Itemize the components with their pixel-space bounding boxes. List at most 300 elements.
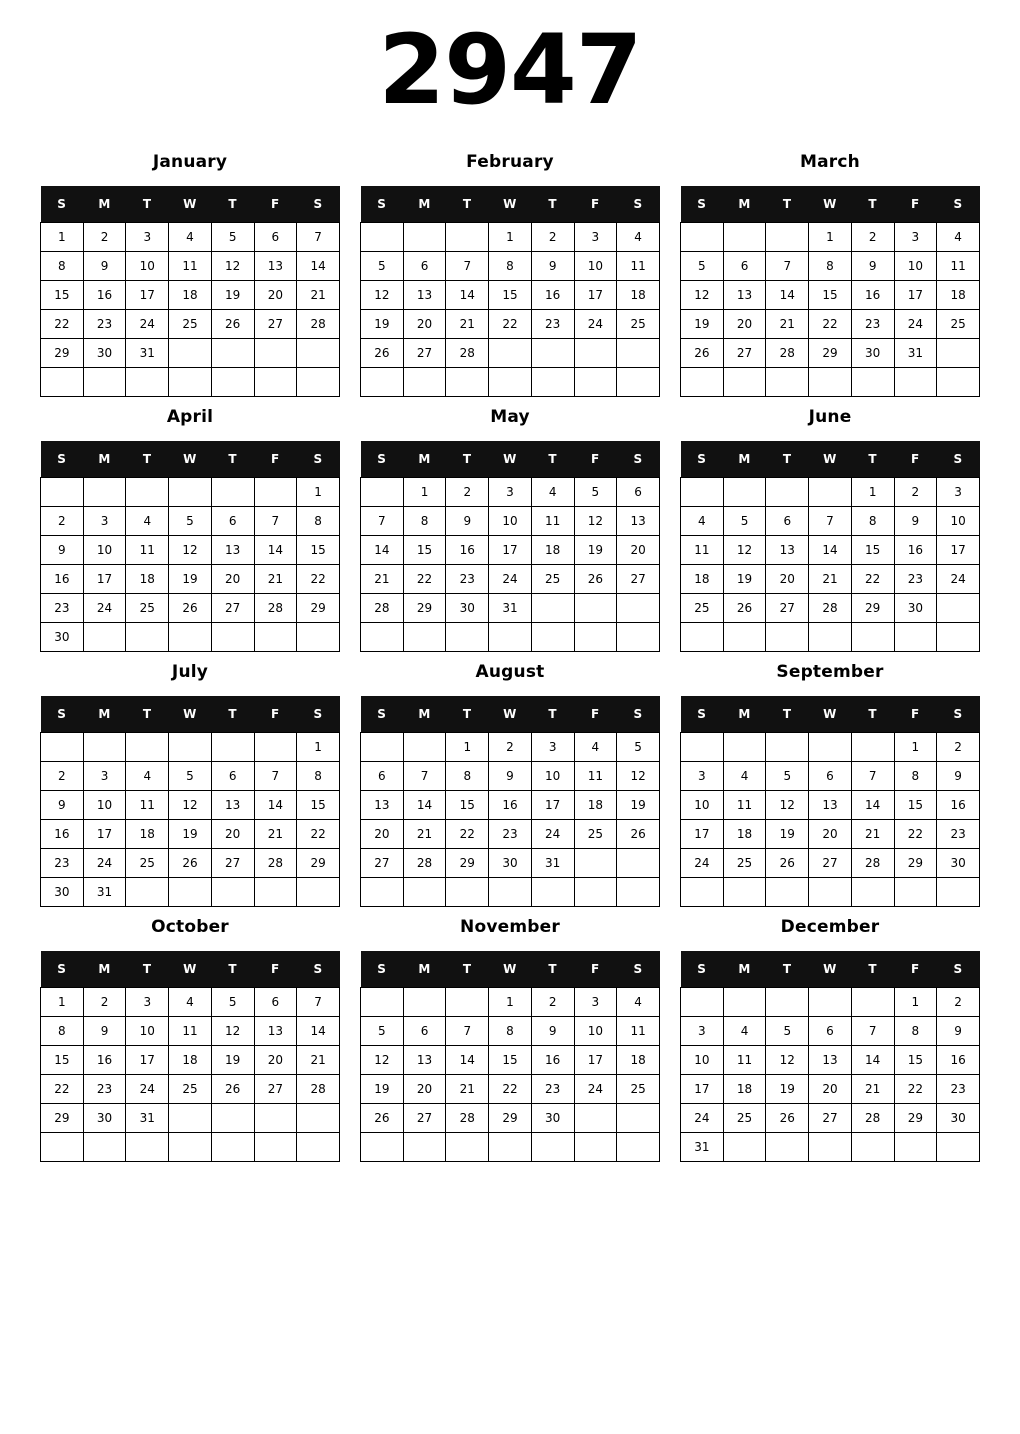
day-cell[interactable]: 28	[297, 310, 340, 339]
day-cell[interactable]: 11	[574, 762, 617, 791]
day-cell[interactable]: 31	[531, 849, 574, 878]
day-cell[interactable]: 12	[211, 1017, 254, 1046]
day-cell[interactable]: 11	[681, 536, 724, 565]
day-cell[interactable]: 15	[894, 791, 937, 820]
day-cell[interactable]: 24	[489, 565, 532, 594]
day-cell[interactable]: 4	[937, 223, 980, 252]
day-cell[interactable]: 13	[766, 536, 809, 565]
day-cell[interactable]: 22	[851, 565, 894, 594]
day-cell[interactable]: 13	[254, 1017, 297, 1046]
day-cell[interactable]: 27	[617, 565, 660, 594]
day-cell[interactable]: 14	[851, 791, 894, 820]
day-cell[interactable]: 1	[851, 478, 894, 507]
day-cell[interactable]: 20	[403, 310, 446, 339]
day-cell[interactable]: 9	[937, 762, 980, 791]
day-cell[interactable]: 10	[681, 1046, 724, 1075]
day-cell[interactable]: 6	[809, 1017, 852, 1046]
day-cell[interactable]: 28	[254, 849, 297, 878]
day-cell[interactable]: 6	[617, 478, 660, 507]
day-cell[interactable]: 31	[126, 339, 169, 368]
day-cell[interactable]: 18	[169, 1046, 212, 1075]
day-cell[interactable]: 23	[41, 594, 84, 623]
day-cell[interactable]: 8	[446, 762, 489, 791]
day-cell[interactable]: 10	[531, 762, 574, 791]
day-cell[interactable]: 18	[723, 820, 766, 849]
day-cell[interactable]: 7	[403, 762, 446, 791]
day-cell[interactable]: 17	[574, 1046, 617, 1075]
day-cell[interactable]: 4	[574, 733, 617, 762]
day-cell[interactable]: 10	[894, 252, 937, 281]
day-cell[interactable]: 2	[937, 733, 980, 762]
day-cell[interactable]: 12	[766, 1046, 809, 1075]
day-cell[interactable]: 10	[83, 536, 126, 565]
day-cell[interactable]: 24	[126, 1075, 169, 1104]
day-cell[interactable]: 4	[723, 1017, 766, 1046]
day-cell[interactable]: 16	[937, 1046, 980, 1075]
day-cell[interactable]: 31	[126, 1104, 169, 1133]
day-cell[interactable]: 5	[681, 252, 724, 281]
day-cell[interactable]: 31	[894, 339, 937, 368]
day-cell[interactable]: 14	[361, 536, 404, 565]
day-cell[interactable]: 19	[169, 820, 212, 849]
day-cell[interactable]: 1	[446, 733, 489, 762]
day-cell[interactable]: 14	[403, 791, 446, 820]
day-cell[interactable]: 23	[937, 820, 980, 849]
day-cell[interactable]: 29	[851, 594, 894, 623]
day-cell[interactable]: 26	[169, 849, 212, 878]
day-cell[interactable]: 11	[617, 1017, 660, 1046]
day-cell[interactable]: 26	[681, 339, 724, 368]
day-cell[interactable]: 13	[254, 252, 297, 281]
day-cell[interactable]: 18	[617, 1046, 660, 1075]
day-cell[interactable]: 10	[681, 791, 724, 820]
day-cell[interactable]: 4	[126, 507, 169, 536]
day-cell[interactable]: 30	[894, 594, 937, 623]
day-cell[interactable]: 6	[723, 252, 766, 281]
day-cell[interactable]: 1	[41, 988, 84, 1017]
day-cell[interactable]: 28	[361, 594, 404, 623]
day-cell[interactable]: 31	[681, 1133, 724, 1162]
day-cell[interactable]: 9	[41, 536, 84, 565]
day-cell[interactable]: 10	[126, 252, 169, 281]
day-cell[interactable]: 3	[681, 1017, 724, 1046]
day-cell[interactable]: 9	[851, 252, 894, 281]
day-cell[interactable]: 10	[574, 1017, 617, 1046]
day-cell[interactable]: 6	[403, 252, 446, 281]
day-cell[interactable]: 6	[361, 762, 404, 791]
day-cell[interactable]: 10	[126, 1017, 169, 1046]
day-cell[interactable]: 24	[83, 594, 126, 623]
day-cell[interactable]: 1	[403, 478, 446, 507]
day-cell[interactable]: 24	[937, 565, 980, 594]
day-cell[interactable]: 20	[403, 1075, 446, 1104]
day-cell[interactable]: 11	[723, 1046, 766, 1075]
day-cell[interactable]: 2	[851, 223, 894, 252]
day-cell[interactable]: 25	[126, 594, 169, 623]
day-cell[interactable]: 4	[169, 988, 212, 1017]
day-cell[interactable]: 18	[574, 791, 617, 820]
day-cell[interactable]: 9	[83, 1017, 126, 1046]
day-cell[interactable]: 26	[766, 1104, 809, 1133]
day-cell[interactable]: 7	[254, 507, 297, 536]
day-cell[interactable]: 23	[83, 310, 126, 339]
day-cell[interactable]: 8	[403, 507, 446, 536]
day-cell[interactable]: 30	[83, 339, 126, 368]
day-cell[interactable]: 9	[446, 507, 489, 536]
day-cell[interactable]: 27	[403, 1104, 446, 1133]
day-cell[interactable]: 8	[489, 1017, 532, 1046]
day-cell[interactable]: 2	[41, 507, 84, 536]
day-cell[interactable]: 11	[169, 1017, 212, 1046]
day-cell[interactable]: 20	[617, 536, 660, 565]
day-cell[interactable]: 23	[894, 565, 937, 594]
day-cell[interactable]: 19	[766, 1075, 809, 1104]
day-cell[interactable]: 6	[254, 988, 297, 1017]
day-cell[interactable]: 13	[403, 1046, 446, 1075]
day-cell[interactable]: 3	[126, 223, 169, 252]
day-cell[interactable]: 3	[894, 223, 937, 252]
day-cell[interactable]: 27	[403, 339, 446, 368]
day-cell[interactable]: 18	[169, 281, 212, 310]
day-cell[interactable]: 4	[531, 478, 574, 507]
day-cell[interactable]: 19	[766, 820, 809, 849]
day-cell[interactable]: 24	[574, 1075, 617, 1104]
day-cell[interactable]: 26	[723, 594, 766, 623]
day-cell[interactable]: 15	[894, 1046, 937, 1075]
day-cell[interactable]: 27	[723, 339, 766, 368]
day-cell[interactable]: 26	[361, 339, 404, 368]
day-cell[interactable]: 2	[531, 988, 574, 1017]
day-cell[interactable]: 7	[766, 252, 809, 281]
day-cell[interactable]: 20	[361, 820, 404, 849]
day-cell[interactable]: 21	[809, 565, 852, 594]
day-cell[interactable]: 15	[41, 281, 84, 310]
day-cell[interactable]: 2	[41, 762, 84, 791]
day-cell[interactable]: 17	[937, 536, 980, 565]
day-cell[interactable]: 1	[489, 988, 532, 1017]
day-cell[interactable]: 30	[41, 623, 84, 652]
day-cell[interactable]: 24	[681, 1104, 724, 1133]
day-cell[interactable]: 27	[211, 594, 254, 623]
day-cell[interactable]: 14	[446, 1046, 489, 1075]
day-cell[interactable]: 9	[894, 507, 937, 536]
day-cell[interactable]: 6	[211, 507, 254, 536]
day-cell[interactable]: 9	[489, 762, 532, 791]
day-cell[interactable]: 6	[211, 762, 254, 791]
day-cell[interactable]: 7	[851, 762, 894, 791]
day-cell[interactable]: 15	[489, 281, 532, 310]
day-cell[interactable]: 26	[361, 1104, 404, 1133]
day-cell[interactable]: 23	[937, 1075, 980, 1104]
day-cell[interactable]: 16	[531, 281, 574, 310]
day-cell[interactable]: 10	[937, 507, 980, 536]
day-cell[interactable]: 24	[894, 310, 937, 339]
day-cell[interactable]: 12	[169, 536, 212, 565]
day-cell[interactable]: 12	[169, 791, 212, 820]
day-cell[interactable]: 12	[681, 281, 724, 310]
day-cell[interactable]: 28	[403, 849, 446, 878]
day-cell[interactable]: 23	[531, 1075, 574, 1104]
day-cell[interactable]: 14	[297, 252, 340, 281]
day-cell[interactable]: 27	[809, 1104, 852, 1133]
day-cell[interactable]: 1	[297, 733, 340, 762]
day-cell[interactable]: 24	[574, 310, 617, 339]
day-cell[interactable]: 17	[83, 820, 126, 849]
day-cell[interactable]: 25	[169, 310, 212, 339]
day-cell[interactable]: 21	[297, 1046, 340, 1075]
day-cell[interactable]: 9	[83, 252, 126, 281]
day-cell[interactable]: 29	[489, 1104, 532, 1133]
day-cell[interactable]: 25	[617, 310, 660, 339]
day-cell[interactable]: 4	[617, 988, 660, 1017]
day-cell[interactable]: 13	[403, 281, 446, 310]
day-cell[interactable]: 16	[851, 281, 894, 310]
day-cell[interactable]: 15	[851, 536, 894, 565]
day-cell[interactable]: 11	[937, 252, 980, 281]
day-cell[interactable]: 23	[41, 849, 84, 878]
day-cell[interactable]: 20	[211, 565, 254, 594]
day-cell[interactable]: 7	[297, 223, 340, 252]
day-cell[interactable]: 29	[297, 849, 340, 878]
day-cell[interactable]: 9	[531, 1017, 574, 1046]
day-cell[interactable]: 27	[766, 594, 809, 623]
day-cell[interactable]: 12	[361, 1046, 404, 1075]
day-cell[interactable]: 21	[851, 820, 894, 849]
day-cell[interactable]: 3	[574, 988, 617, 1017]
day-cell[interactable]: 23	[531, 310, 574, 339]
day-cell[interactable]: 22	[403, 565, 446, 594]
day-cell[interactable]: 5	[211, 223, 254, 252]
day-cell[interactable]: 13	[361, 791, 404, 820]
day-cell[interactable]: 25	[723, 1104, 766, 1133]
day-cell[interactable]: 22	[894, 1075, 937, 1104]
day-cell[interactable]: 30	[83, 1104, 126, 1133]
day-cell[interactable]: 4	[681, 507, 724, 536]
day-cell[interactable]: 28	[446, 1104, 489, 1133]
day-cell[interactable]: 7	[297, 988, 340, 1017]
day-cell[interactable]: 8	[894, 1017, 937, 1046]
day-cell[interactable]: 19	[211, 1046, 254, 1075]
day-cell[interactable]: 29	[41, 1104, 84, 1133]
day-cell[interactable]: 28	[809, 594, 852, 623]
day-cell[interactable]: 7	[254, 762, 297, 791]
day-cell[interactable]: 8	[41, 252, 84, 281]
day-cell[interactable]: 6	[254, 223, 297, 252]
day-cell[interactable]: 30	[41, 878, 84, 907]
day-cell[interactable]: 7	[446, 252, 489, 281]
day-cell[interactable]: 12	[574, 507, 617, 536]
day-cell[interactable]: 8	[41, 1017, 84, 1046]
day-cell[interactable]: 19	[723, 565, 766, 594]
day-cell[interactable]: 29	[446, 849, 489, 878]
day-cell[interactable]: 12	[617, 762, 660, 791]
day-cell[interactable]: 26	[211, 310, 254, 339]
day-cell[interactable]: 12	[723, 536, 766, 565]
day-cell[interactable]: 22	[809, 310, 852, 339]
day-cell[interactable]: 22	[489, 1075, 532, 1104]
day-cell[interactable]: 19	[361, 310, 404, 339]
day-cell[interactable]: 2	[83, 988, 126, 1017]
day-cell[interactable]: 12	[211, 252, 254, 281]
day-cell[interactable]: 9	[531, 252, 574, 281]
day-cell[interactable]: 3	[489, 478, 532, 507]
day-cell[interactable]: 27	[361, 849, 404, 878]
day-cell[interactable]: 2	[83, 223, 126, 252]
day-cell[interactable]: 6	[809, 762, 852, 791]
day-cell[interactable]: 26	[574, 565, 617, 594]
day-cell[interactable]: 10	[574, 252, 617, 281]
day-cell[interactable]: 17	[126, 1046, 169, 1075]
day-cell[interactable]: 13	[723, 281, 766, 310]
day-cell[interactable]: 11	[531, 507, 574, 536]
day-cell[interactable]: 25	[169, 1075, 212, 1104]
day-cell[interactable]: 21	[254, 565, 297, 594]
day-cell[interactable]: 29	[297, 594, 340, 623]
day-cell[interactable]: 4	[723, 762, 766, 791]
day-cell[interactable]: 25	[937, 310, 980, 339]
day-cell[interactable]: 11	[723, 791, 766, 820]
day-cell[interactable]: 14	[809, 536, 852, 565]
day-cell[interactable]: 25	[531, 565, 574, 594]
day-cell[interactable]: 27	[254, 1075, 297, 1104]
day-cell[interactable]: 6	[403, 1017, 446, 1046]
day-cell[interactable]: 21	[297, 281, 340, 310]
day-cell[interactable]: 22	[894, 820, 937, 849]
day-cell[interactable]: 29	[41, 339, 84, 368]
day-cell[interactable]: 23	[851, 310, 894, 339]
day-cell[interactable]: 3	[574, 223, 617, 252]
day-cell[interactable]: 25	[126, 849, 169, 878]
day-cell[interactable]: 15	[297, 791, 340, 820]
day-cell[interactable]: 4	[126, 762, 169, 791]
day-cell[interactable]: 22	[41, 310, 84, 339]
day-cell[interactable]: 25	[681, 594, 724, 623]
day-cell[interactable]: 18	[126, 820, 169, 849]
day-cell[interactable]: 18	[531, 536, 574, 565]
day-cell[interactable]: 3	[937, 478, 980, 507]
day-cell[interactable]: 20	[254, 1046, 297, 1075]
day-cell[interactable]: 28	[446, 339, 489, 368]
day-cell[interactable]: 8	[297, 507, 340, 536]
day-cell[interactable]: 22	[489, 310, 532, 339]
day-cell[interactable]: 5	[617, 733, 660, 762]
day-cell[interactable]: 19	[574, 536, 617, 565]
day-cell[interactable]: 2	[894, 478, 937, 507]
day-cell[interactable]: 18	[126, 565, 169, 594]
day-cell[interactable]: 22	[297, 820, 340, 849]
day-cell[interactable]: 9	[937, 1017, 980, 1046]
day-cell[interactable]: 26	[766, 849, 809, 878]
day-cell[interactable]: 22	[41, 1075, 84, 1104]
day-cell[interactable]: 26	[211, 1075, 254, 1104]
day-cell[interactable]: 30	[851, 339, 894, 368]
day-cell[interactable]: 1	[894, 733, 937, 762]
day-cell[interactable]: 17	[681, 1075, 724, 1104]
day-cell[interactable]: 19	[361, 1075, 404, 1104]
day-cell[interactable]: 7	[446, 1017, 489, 1046]
day-cell[interactable]: 2	[937, 988, 980, 1017]
day-cell[interactable]: 17	[681, 820, 724, 849]
day-cell[interactable]: 24	[531, 820, 574, 849]
day-cell[interactable]: 18	[937, 281, 980, 310]
day-cell[interactable]: 18	[723, 1075, 766, 1104]
day-cell[interactable]: 5	[169, 762, 212, 791]
day-cell[interactable]: 5	[574, 478, 617, 507]
day-cell[interactable]: 28	[851, 1104, 894, 1133]
day-cell[interactable]: 15	[446, 791, 489, 820]
day-cell[interactable]: 30	[446, 594, 489, 623]
day-cell[interactable]: 19	[681, 310, 724, 339]
day-cell[interactable]: 25	[723, 849, 766, 878]
day-cell[interactable]: 22	[446, 820, 489, 849]
day-cell[interactable]: 13	[809, 791, 852, 820]
day-cell[interactable]: 18	[681, 565, 724, 594]
day-cell[interactable]: 5	[169, 507, 212, 536]
day-cell[interactable]: 19	[169, 565, 212, 594]
day-cell[interactable]: 13	[809, 1046, 852, 1075]
day-cell[interactable]: 31	[83, 878, 126, 907]
day-cell[interactable]: 21	[766, 310, 809, 339]
day-cell[interactable]: 24	[126, 310, 169, 339]
day-cell[interactable]: 3	[83, 507, 126, 536]
day-cell[interactable]: 20	[211, 820, 254, 849]
day-cell[interactable]: 10	[83, 791, 126, 820]
day-cell[interactable]: 11	[169, 252, 212, 281]
day-cell[interactable]: 14	[766, 281, 809, 310]
day-cell[interactable]: 3	[531, 733, 574, 762]
day-cell[interactable]: 16	[83, 281, 126, 310]
day-cell[interactable]: 19	[211, 281, 254, 310]
day-cell[interactable]: 16	[489, 791, 532, 820]
day-cell[interactable]: 5	[766, 1017, 809, 1046]
day-cell[interactable]: 8	[851, 507, 894, 536]
day-cell[interactable]: 16	[937, 791, 980, 820]
day-cell[interactable]: 18	[617, 281, 660, 310]
day-cell[interactable]: 8	[489, 252, 532, 281]
day-cell[interactable]: 15	[297, 536, 340, 565]
day-cell[interactable]: 3	[83, 762, 126, 791]
day-cell[interactable]: 7	[361, 507, 404, 536]
day-cell[interactable]: 5	[361, 1017, 404, 1046]
day-cell[interactable]: 13	[211, 536, 254, 565]
day-cell[interactable]: 29	[894, 849, 937, 878]
day-cell[interactable]: 21	[446, 310, 489, 339]
day-cell[interactable]: 1	[297, 478, 340, 507]
day-cell[interactable]: 20	[766, 565, 809, 594]
day-cell[interactable]: 21	[254, 820, 297, 849]
day-cell[interactable]: 16	[894, 536, 937, 565]
day-cell[interactable]: 1	[489, 223, 532, 252]
day-cell[interactable]: 15	[809, 281, 852, 310]
day-cell[interactable]: 29	[894, 1104, 937, 1133]
day-cell[interactable]: 20	[254, 281, 297, 310]
day-cell[interactable]: 15	[41, 1046, 84, 1075]
day-cell[interactable]: 28	[766, 339, 809, 368]
day-cell[interactable]: 1	[894, 988, 937, 1017]
day-cell[interactable]: 3	[681, 762, 724, 791]
day-cell[interactable]: 28	[851, 849, 894, 878]
day-cell[interactable]: 12	[766, 791, 809, 820]
day-cell[interactable]: 21	[851, 1075, 894, 1104]
day-cell[interactable]: 23	[83, 1075, 126, 1104]
day-cell[interactable]: 19	[617, 791, 660, 820]
day-cell[interactable]: 23	[446, 565, 489, 594]
day-cell[interactable]: 2	[446, 478, 489, 507]
day-cell[interactable]: 21	[361, 565, 404, 594]
day-cell[interactable]: 14	[254, 791, 297, 820]
day-cell[interactable]: 17	[574, 281, 617, 310]
day-cell[interactable]: 17	[489, 536, 532, 565]
